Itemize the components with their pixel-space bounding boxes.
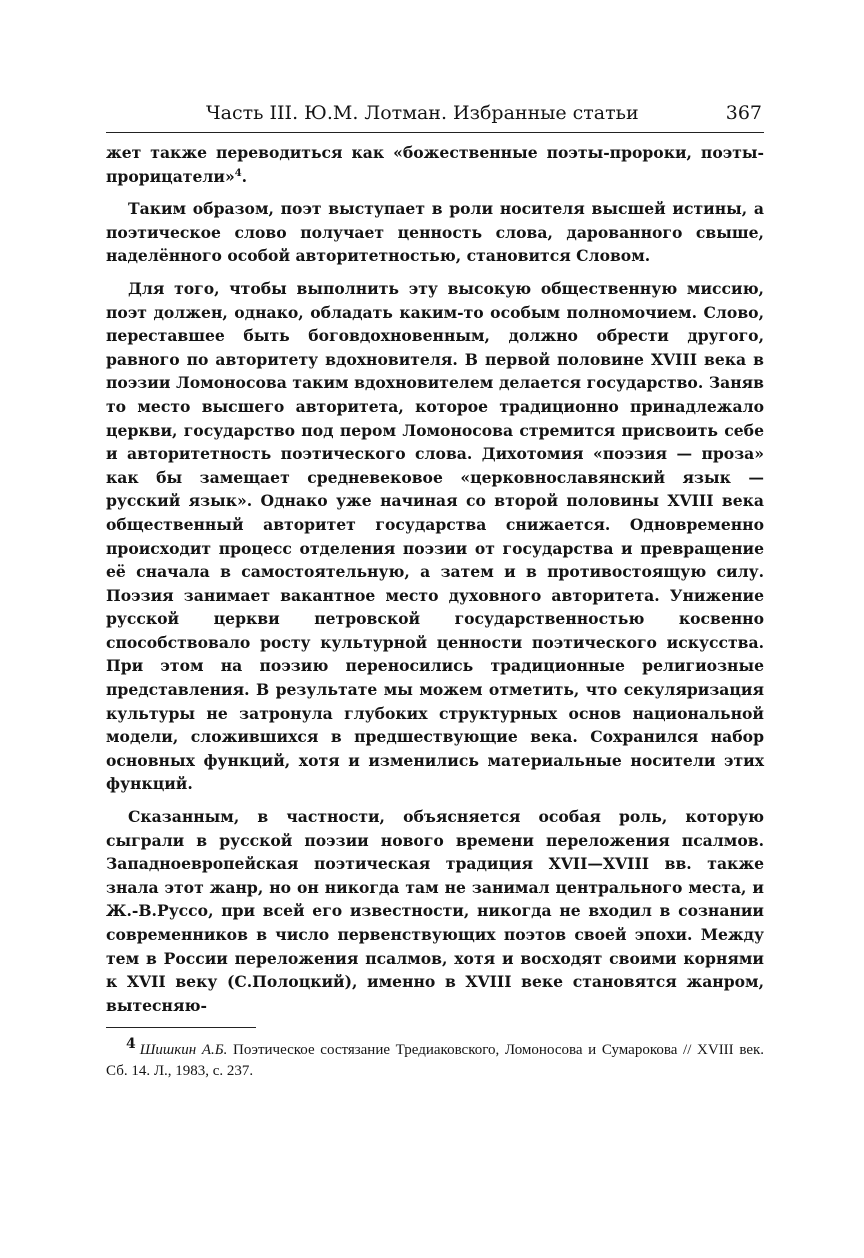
paragraph-2: Таким образом, поэт выступает в роли носителя высшей истины, а поэтическое слово получает ценность слова, дарованного свыше, наделённого особой авторитетностью, становится Словом.: [106, 199, 764, 266]
book-page: [106, 100, 764, 1082]
footnote: [106, 1036, 765, 1082]
paragraph-1-text: жет также переводиться как «божественные поэты-пророки, поэты-прорицатели»: [106, 143, 764, 186]
running-title: Часть III. Ю.М. Лотман. Избранные статьи: [206, 102, 639, 124]
footnote-text: Поэтическое состязание Тредиаковского, Ломоносова и Сумарокова // XVIII век. Сб. 14. Л., 1983, с. 237.: [106, 1042, 765, 1080]
paragraph-4: Сказанным, в частности, объясняется особая роль, которую сыграли в русской поэзии нового времени переложения псалмов. Западноевропейская поэтическая традиция XVII—XVIII вв. также знала этот жанр, но он никогда там не занимал центрального места, и Ж.-В.Руссо, при всей его известности, никогда не входил в сознании современников в число первенствующих поэтов своей эпохи. Между тем в России переложения псалмов, хотя и восходят своими корнями к XVII веку (С.Полоцкий), именно в XVIII веке становятся жанром, вытесняю-: [106, 807, 764, 1015]
footnote-ref-4[interactable]: 4: [234, 167, 242, 179]
footnote-rule: [106, 1027, 256, 1028]
paragraph-3: Для того, чтобы выполнить эту высокую общественную миссию, поэт должен, однако, обладать каким-то особым полномочием. Слово, переставшее быть боговдохновенным, должно обрести другого, равного по авторитету вдохновителя. В первой половине XVIII века в поэзии Ломоносова таким вдохновителем делается государство. Заняв то место высшего авторитета, которое традиционно принадлежало церкви, государство под пером Ломоносова стремится присвоить себе и авторитетность поэтического слова. Дихотомия «поэзия — проза» как бы замещает средневековое «церковнославянский язык — русский язык». Однако уже начиная со второй половины XVIII века общественный авторитет государства снижается. Одновременно происходит процесс отделения поэзии от государства и превращение её сначала в самостоятельную, а затем и в противостоящую силу. Поэзия занимает вакантное место духовного авторитета. Унижение русской церкви петровской государственностью косвенно способствовало росту культурной ценности поэтического искусства. При этом на поэзию переносились традиционные религиозные представления. В результате мы можем отметить, что секуляризация культуры не затронула глубоких структурных основ национальной модели, сложившихся в предшествующие века. Сохранился набор основных функций, хотя и изменились материальные носители этих функций.: [106, 278, 764, 794]
paragraph-1-end: .: [241, 166, 248, 186]
footnote-author: Шишкин А.Б.: [139, 1042, 228, 1059]
footnote-number: 4: [126, 1036, 136, 1053]
page-number: 367: [725, 102, 762, 124]
header-rule: [106, 132, 764, 133]
paragraph-1: [106, 141, 764, 188]
running-header: [106, 100, 764, 126]
body-text: [106, 141, 764, 1017]
